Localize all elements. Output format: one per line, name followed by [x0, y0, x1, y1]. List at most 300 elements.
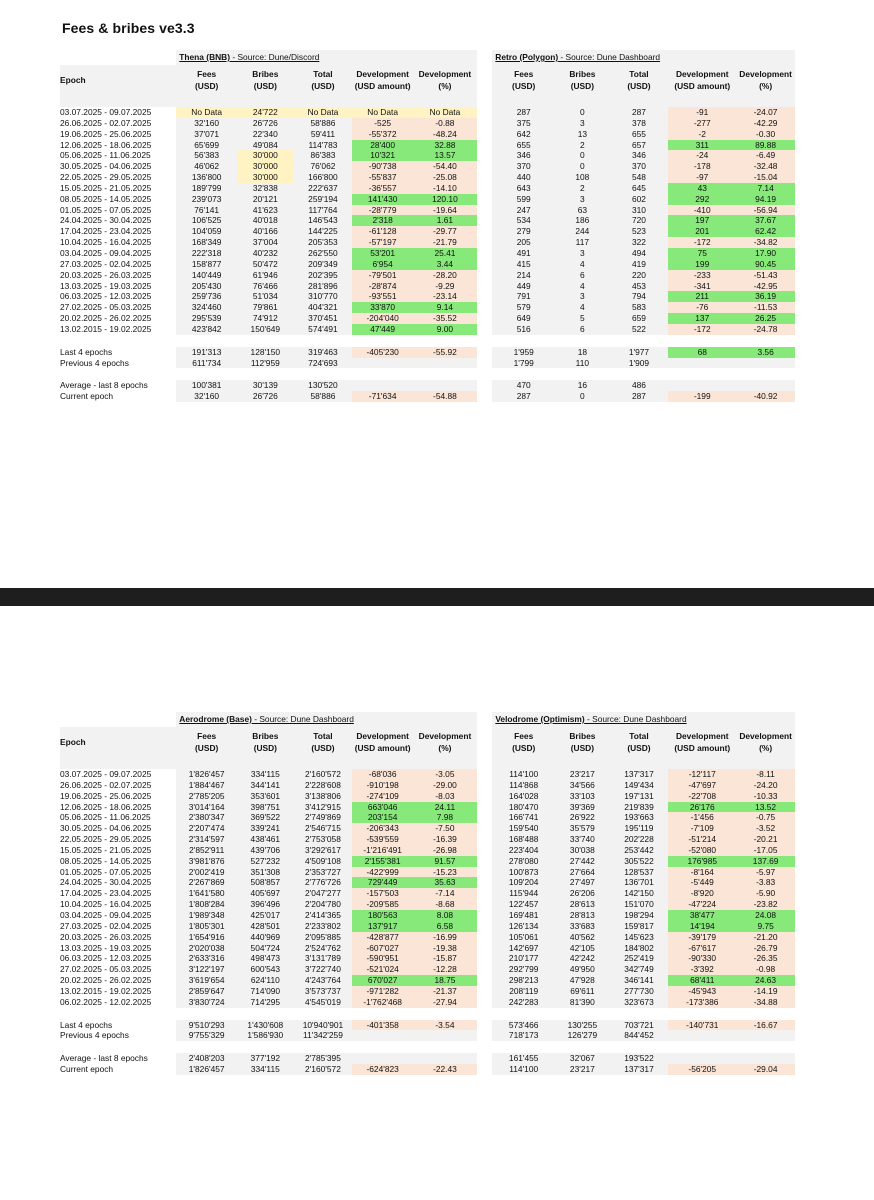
col-header-epoch: Epoch	[60, 65, 176, 95]
dev-amount-cell: -55'837	[352, 172, 413, 183]
dev-pct-cell: -19.64	[413, 205, 477, 216]
total-cell: 86'383	[294, 150, 353, 161]
dev-amount-cell: -157'503	[352, 888, 413, 899]
epoch-cell: 12.06.2025 - 18.06.2025	[60, 801, 152, 812]
dev-pct-cell: 91.57	[413, 856, 477, 867]
table-row	[60, 172, 795, 183]
bribes-cell: 1'586'930	[237, 1030, 294, 1041]
dev-amount-cell: 729'449	[352, 877, 413, 888]
fees-cell: 56'383	[176, 150, 237, 161]
dev-amount-cell: 199	[668, 259, 736, 270]
epoch-cell: 17.04.2025 - 23.04.2025	[60, 226, 152, 237]
exchange-name: Retro (Polygon)	[495, 52, 559, 62]
col-header-dev_amt	[352, 65, 413, 95]
fees-cell: 142'697	[492, 943, 555, 954]
bribes-cell: 504'724	[237, 943, 294, 954]
table-row	[60, 986, 795, 997]
total-cell: 202'395	[294, 270, 353, 281]
total-cell: 281'896	[294, 281, 353, 292]
col-header-line: (%)	[438, 81, 452, 91]
dev-amount-cell: 75	[668, 248, 736, 259]
dev-pct-cell: 24.08	[736, 910, 795, 921]
total-cell: 145'623	[610, 932, 669, 943]
table-row	[60, 215, 795, 226]
total-cell: 2'776'726	[294, 877, 353, 888]
fees-cell: 168'488	[492, 834, 555, 845]
dev-pct-cell: 7.98	[413, 812, 477, 823]
total-cell: 2'785'395	[294, 1053, 353, 1064]
dev-amount-cell: -607'027	[352, 943, 413, 954]
dev-amount-cell: -28'874	[352, 281, 413, 292]
dev-pct-cell	[413, 358, 477, 369]
bribes-cell: 130'255	[555, 1020, 610, 1031]
fees-cell: 1'654'916	[176, 932, 237, 943]
fees-cell: 106'525	[176, 215, 237, 226]
bribes-cell: 186	[555, 215, 610, 226]
fees-cell: 239'073	[176, 194, 237, 205]
summary-label: Last 4 epochs	[60, 346, 113, 357]
dev-pct-cell: 120.10	[413, 194, 477, 205]
dev-pct-cell: -32.48	[736, 161, 795, 172]
col-header-fees	[176, 65, 237, 95]
col-header-line: (USD)	[627, 81, 651, 91]
table-row	[60, 281, 795, 292]
total-cell: 305'522	[610, 856, 669, 867]
col-header-line: (USD)	[512, 743, 536, 753]
dev-amount-cell: -47'224	[668, 899, 736, 910]
epoch-cell: 13.03.2025 - 19.03.2025	[60, 942, 152, 953]
dev-pct-cell: 9.75	[736, 921, 795, 932]
bribes-cell: 527'232	[237, 856, 294, 867]
fees-cell: 189'799	[176, 183, 237, 194]
fees-cell: 32'160	[176, 391, 237, 402]
dev-amount-cell	[352, 380, 413, 391]
fees-cell: 324'460	[176, 302, 237, 313]
dev-amount-cell: -274'109	[352, 791, 413, 802]
table-row	[60, 259, 795, 270]
dev-amount-cell: 33'870	[352, 302, 413, 313]
bribes-cell: 2	[555, 183, 610, 194]
dev-amount-cell: 663'046	[352, 802, 413, 813]
dev-amount-cell: No Data	[352, 107, 413, 118]
fees-cell: 115'944	[492, 888, 555, 899]
fees-cell: 3'014'164	[176, 802, 237, 813]
fees-cell: 2'207'474	[176, 823, 237, 834]
dev-amount-cell: -68'036	[352, 769, 413, 780]
bribes-cell: 81'390	[555, 997, 610, 1008]
dev-pct-cell: 9.14	[413, 302, 477, 313]
fees-cell: 287	[492, 391, 555, 402]
summary-label: Current epoch	[60, 391, 114, 402]
table-row	[60, 932, 795, 943]
fees-cell: 579	[492, 302, 555, 313]
dev-amount-cell: -45'943	[668, 986, 736, 997]
dev-pct-cell: -27.94	[413, 997, 477, 1008]
bribes-cell: 47'928	[555, 975, 610, 986]
fees-cell: 205'430	[176, 281, 237, 292]
fees-cell: 1'641'580	[176, 888, 237, 899]
total-cell: 645	[610, 183, 669, 194]
summary-row	[60, 347, 795, 358]
fees-cell: 3'122'197	[176, 964, 237, 975]
dev-pct-cell: -12.28	[413, 964, 477, 975]
dev-amount-cell: 2'155'381	[352, 856, 413, 867]
dev-pct-cell: -7.14	[413, 888, 477, 899]
fees-cell: 643	[492, 183, 555, 194]
col-header-line: Development	[356, 69, 409, 79]
dev-pct-cell: 3.56	[736, 347, 795, 358]
dev-pct-cell: -42.95	[736, 281, 795, 292]
fees-cell: 191'313	[176, 347, 237, 358]
dev-amount-cell: 197	[668, 215, 736, 226]
total-cell: 198'294	[610, 910, 669, 921]
bribes-cell: 498'473	[237, 953, 294, 964]
dev-amount-cell: -22'708	[668, 791, 736, 802]
dev-amount-cell: -79'501	[352, 270, 413, 281]
summary-label: Previous 4 epochs	[60, 1030, 129, 1041]
total-cell: 205'353	[294, 237, 353, 248]
total-cell: 378	[610, 118, 669, 129]
fees-cell: 655	[492, 140, 555, 151]
dev-amount-cell: -71'634	[352, 391, 413, 402]
total-cell: 253'442	[610, 845, 669, 856]
fees-cell: 1'826'457	[176, 769, 237, 780]
dev-pct-cell: 24.11	[413, 802, 477, 813]
total-cell: 419	[610, 259, 669, 270]
table-row	[60, 812, 795, 823]
bribes-cell: 69'611	[555, 986, 610, 997]
dev-amount-cell: -2	[668, 129, 736, 140]
total-cell: 522	[610, 324, 669, 335]
col-header-line: Total	[313, 731, 333, 741]
total-cell: 277'730	[610, 986, 669, 997]
dev-amount-cell: -521'024	[352, 964, 413, 975]
exchange-name: Thena (BNB)	[179, 52, 231, 62]
total-cell: 130'520	[294, 380, 353, 391]
epoch-cell: 27.03.2025 - 02.04.2025	[60, 920, 152, 931]
total-cell: No Data	[294, 107, 353, 118]
total-cell: 494	[610, 248, 669, 259]
total-cell: 486	[610, 380, 669, 391]
fees-cell: 440	[492, 172, 555, 183]
col-header-line: Fees	[514, 731, 534, 741]
dev-amount-cell: 68'411	[668, 975, 736, 986]
table-row	[60, 888, 795, 899]
total-cell: 370	[610, 161, 669, 172]
col-header-line: Bribes	[252, 69, 279, 79]
dev-pct-cell: -8.68	[413, 899, 477, 910]
col-header-epoch: Epoch	[60, 727, 176, 757]
epoch-cell: 19.06.2025 - 25.06.2025	[60, 128, 152, 139]
dev-amount-cell: 68	[668, 347, 736, 358]
col-header-line: (USD)	[253, 81, 277, 91]
dev-pct-cell: -15.87	[413, 953, 477, 964]
epoch-cell: 19.06.2025 - 25.06.2025	[60, 790, 152, 801]
fees-cell: 65'699	[176, 140, 237, 151]
table-row	[60, 802, 795, 813]
table-row	[60, 791, 795, 802]
dev-amount-cell: 180'563	[352, 910, 413, 921]
dev-amount-cell: -401'358	[352, 1020, 413, 1031]
fees-cell: 3'619'654	[176, 975, 237, 986]
bribes-cell: 51'034	[237, 291, 294, 302]
fees-cell: 1'989'348	[176, 910, 237, 921]
epoch-cell: 06.03.2025 - 12.03.2025	[60, 291, 152, 302]
bribes-cell: 398'751	[237, 802, 294, 813]
dev-amount-cell: -7'109	[668, 823, 736, 834]
dev-pct-cell: -10.33	[736, 791, 795, 802]
fees-cell: 2'785'205	[176, 791, 237, 802]
dev-pct-cell: 62.42	[736, 226, 795, 237]
fees-cell: 210'177	[492, 953, 555, 964]
summary-row	[60, 358, 795, 369]
dev-pct-cell: -0.88	[413, 118, 477, 129]
col-header-line: (%)	[759, 81, 773, 91]
summary-row	[60, 380, 795, 391]
bribes-cell: 369'522	[237, 812, 294, 823]
total-cell: 319'463	[294, 347, 353, 358]
dev-pct-cell: 90.45	[736, 259, 795, 270]
fees-cell: 2'852'911	[176, 845, 237, 856]
bribes-cell: 624'110	[237, 975, 294, 986]
total-cell: 193'663	[610, 812, 669, 823]
bribes-cell: 440'969	[237, 932, 294, 943]
total-cell: 262'550	[294, 248, 353, 259]
table-row	[60, 161, 795, 172]
epoch-cell: 03.07.2025 - 09.07.2025	[60, 769, 152, 779]
col-header-fees	[492, 65, 555, 95]
fees-cell: 415	[492, 259, 555, 270]
bribes-cell: 22'340	[237, 129, 294, 140]
bribes-cell: 42'105	[555, 943, 610, 954]
fees-cell: 223'404	[492, 845, 555, 856]
epoch-cell: 20.02.2025 - 26.02.2025	[60, 313, 152, 324]
dev-amount-cell: -525	[352, 118, 413, 129]
dev-pct-cell: -55.92	[413, 347, 477, 358]
table-row	[60, 129, 795, 140]
bribes-cell: 3	[555, 194, 610, 205]
dev-pct-cell: 17.90	[736, 248, 795, 259]
col-header-line: (USD amount)	[674, 81, 731, 91]
col-header-bribes	[237, 727, 294, 757]
exchange-source-label: - Source: Dune/Discord	[230, 52, 320, 62]
dev-pct-cell: -22.43	[413, 1064, 477, 1075]
dev-amount-cell: 10'321	[352, 150, 413, 161]
fees-cell: 158'877	[176, 259, 237, 270]
fees-cell: 164'028	[492, 791, 555, 802]
total-cell: 342'749	[610, 964, 669, 975]
fees-cell: 599	[492, 194, 555, 205]
bribes-cell: 79'861	[237, 302, 294, 313]
epoch-cell: 06.02.2025 - 12.02.2025	[60, 996, 152, 1007]
dev-amount-cell	[668, 1030, 736, 1041]
exchange-source-0	[176, 50, 477, 65]
epoch-cell: 22.05.2025 - 29.05.2025	[60, 834, 152, 845]
source-row	[60, 50, 795, 65]
total-cell: 3'138'806	[294, 791, 353, 802]
fees-cell: 1'884'467	[176, 780, 237, 791]
bribes-cell: 112'959	[237, 358, 294, 369]
epoch-cell: 15.05.2025 - 21.05.2025	[60, 844, 152, 855]
bribes-cell: 6	[555, 270, 610, 281]
bribes-cell: 108	[555, 172, 610, 183]
summary-label: Current epoch	[60, 1064, 114, 1075]
dev-pct-cell: -29.00	[413, 780, 477, 791]
table-row	[60, 834, 795, 845]
dev-amount-cell: -624'823	[352, 1064, 413, 1075]
total-cell: 703'721	[610, 1020, 669, 1031]
dev-pct-cell: -0.98	[736, 964, 795, 975]
dev-amount-cell: 211	[668, 291, 736, 302]
bribes-cell: 396'496	[237, 899, 294, 910]
total-cell: 4'545'019	[294, 997, 353, 1008]
epoch-cell: 03.04.2025 - 09.04.2025	[60, 909, 152, 920]
bribes-cell: 377'192	[237, 1053, 294, 1064]
dev-amount-cell: -12'117	[668, 769, 736, 780]
fees-bribes-table-thena-retro	[60, 50, 795, 402]
epoch-cell: 03.07.2025 - 09.07.2025	[60, 107, 152, 117]
total-cell: 151'070	[610, 899, 669, 910]
total-cell: 252'419	[610, 953, 669, 964]
fees-cell: 449	[492, 281, 555, 292]
bribes-cell: 3	[555, 291, 610, 302]
dev-pct-cell: -0.75	[736, 812, 795, 823]
exchange-source-label: - Source: Dune Dashboard	[251, 714, 354, 724]
dev-pct-cell: -8.03	[413, 791, 477, 802]
total-cell: 453	[610, 281, 669, 292]
bribes-cell: 30'000	[237, 161, 294, 172]
bribes-cell: 0	[555, 150, 610, 161]
total-cell: 322	[610, 237, 669, 248]
dev-amount-cell: -51'214	[668, 834, 736, 845]
total-cell: 724'693	[294, 358, 353, 369]
dev-amount-cell: 201	[668, 226, 736, 237]
dev-pct-cell: -17.05	[736, 845, 795, 856]
total-cell: 144'225	[294, 226, 353, 237]
fees-cell: 159'540	[492, 823, 555, 834]
total-cell: 2'353'727	[294, 867, 353, 878]
dev-amount-cell: -140'731	[668, 1020, 736, 1031]
total-cell: 259'194	[294, 194, 353, 205]
total-cell: 659	[610, 313, 669, 324]
col-header-line: (%)	[438, 743, 452, 753]
fees-cell: 32'160	[176, 118, 237, 129]
summary-label: Last 4 epochs	[60, 1019, 113, 1030]
col-header-line: (USD)	[195, 81, 219, 91]
fees-cell: 516	[492, 324, 555, 335]
dev-pct-cell: 3.44	[413, 259, 477, 270]
bribes-cell: 30'000	[237, 172, 294, 183]
epoch-cell: 08.05.2025 - 14.05.2025	[60, 855, 152, 866]
dev-pct-cell	[736, 358, 795, 369]
dev-pct-cell: -51.43	[736, 270, 795, 281]
fees-cell: 259'736	[176, 291, 237, 302]
dev-amount-cell: -57'197	[352, 237, 413, 248]
col-header-line: (USD amount)	[354, 743, 411, 753]
fees-cell: 278'080	[492, 856, 555, 867]
bribes-cell: 1'430'608	[237, 1020, 294, 1031]
table-row	[60, 226, 795, 237]
bribes-cell: 42'242	[555, 953, 610, 964]
bribes-cell: 37'004	[237, 237, 294, 248]
dev-amount-cell	[668, 380, 736, 391]
dev-pct-cell	[736, 1053, 795, 1064]
col-header-line: (%)	[759, 743, 773, 753]
col-header-line: Total	[629, 731, 649, 741]
total-cell: 574'491	[294, 324, 353, 335]
epoch-cell: 20.03.2025 - 26.03.2025	[60, 931, 152, 942]
source-row	[60, 712, 795, 727]
dev-pct-cell: -7.50	[413, 823, 477, 834]
dev-pct-cell: -3.54	[413, 1020, 477, 1031]
dev-pct-cell: -42.29	[736, 118, 795, 129]
epoch-cell: 20.02.2025 - 26.02.2025	[60, 975, 152, 986]
fees-cell: 2'020'038	[176, 943, 237, 954]
col-header-line: Fees	[197, 69, 217, 79]
fees-cell: 105'061	[492, 932, 555, 943]
epoch-cell: 10.04.2025 - 16.04.2025	[60, 899, 152, 910]
dev-pct-cell: -26.98	[413, 845, 477, 856]
table-row	[60, 899, 795, 910]
epoch-cell: 15.05.2025 - 21.05.2025	[60, 182, 152, 193]
dev-pct-cell: -29.77	[413, 226, 477, 237]
dev-pct-cell: 25.41	[413, 248, 477, 259]
dev-pct-cell: -21.79	[413, 237, 477, 248]
dev-amount-cell: -90'330	[668, 953, 736, 964]
dev-amount-cell: -8'164	[668, 867, 736, 878]
dev-pct-cell: -3.83	[736, 877, 795, 888]
bribes-cell: 353'601	[237, 791, 294, 802]
dev-pct-cell: -34.88	[736, 997, 795, 1008]
col-header-line: Bribes	[252, 731, 279, 741]
fees-cell: 166'741	[492, 812, 555, 823]
fees-cell: 100'381	[176, 380, 237, 391]
total-cell: 2'160'572	[294, 1064, 353, 1075]
bribes-cell: 33'103	[555, 791, 610, 802]
total-cell: 137'317	[610, 769, 669, 780]
col-header-fees	[492, 727, 555, 757]
col-header-dev_amt	[668, 727, 736, 757]
dev-pct-cell: -21.20	[736, 932, 795, 943]
col-header-line: (USD)	[512, 81, 536, 91]
bribes-cell: 32'838	[237, 183, 294, 194]
dev-amount-cell: -36'557	[352, 183, 413, 194]
col-header-line: Fees	[197, 731, 217, 741]
table-row	[60, 118, 795, 129]
dev-amount-cell: -93'551	[352, 291, 413, 302]
bribes-cell: 27'497	[555, 877, 610, 888]
total-cell: 159'817	[610, 921, 669, 932]
dev-amount-cell: 47'449	[352, 324, 413, 335]
fees-cell: 2'380'347	[176, 812, 237, 823]
dev-pct-cell: -56.94	[736, 205, 795, 216]
dev-pct-cell: -34.82	[736, 237, 795, 248]
summary-label: Previous 4 epochs	[60, 357, 129, 368]
col-header-total	[294, 727, 353, 757]
bribes-cell: 714'090	[237, 986, 294, 997]
bribes-cell: 714'295	[237, 997, 294, 1008]
total-cell: 137'317	[610, 1064, 669, 1075]
total-cell: 657	[610, 140, 669, 151]
fees-cell: 161'455	[492, 1053, 555, 1064]
bribes-cell: 23'217	[555, 769, 610, 780]
dev-amount-cell: 2'318	[352, 215, 413, 226]
col-header-line: Development	[418, 69, 472, 79]
bribes-cell: 26'726	[237, 118, 294, 129]
fees-cell: 1'799	[492, 358, 555, 369]
fees-bribes-table-aerodrome-velodrome	[60, 712, 795, 1075]
epoch-cell: 27.02.2025 - 05.03.2025	[60, 302, 152, 313]
